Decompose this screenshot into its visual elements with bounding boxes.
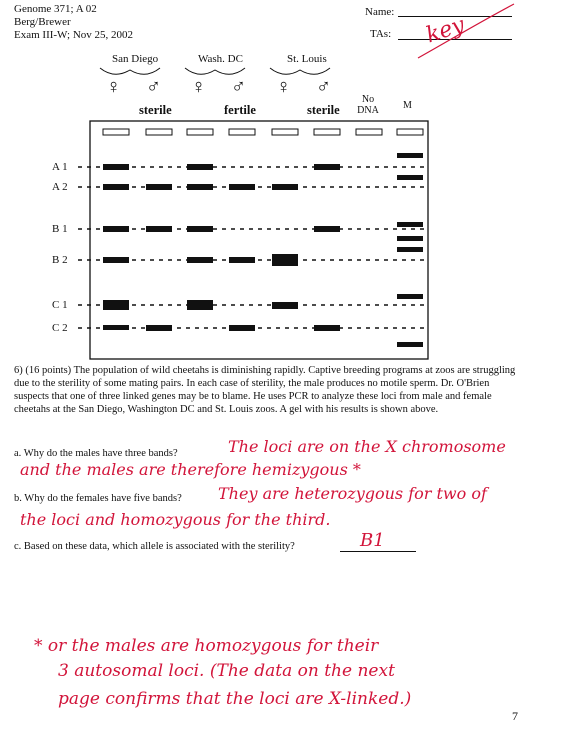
- answer-b-line2: the loci and homozygous for the third.: [20, 510, 331, 529]
- row-label-b1: B 1: [52, 223, 68, 235]
- row-label-c2: C 2: [52, 322, 68, 334]
- page-number: 7: [512, 709, 518, 723]
- gel-figure: [0, 0, 583, 360]
- question-points: (16 points): [25, 365, 72, 376]
- lane-label-sterile-sd: sterile: [139, 103, 172, 117]
- exam-title: Exam III-W; Nov 25, 2002: [14, 29, 134, 41]
- answer-a-line1: The loci are on the X chromosome: [228, 437, 506, 456]
- question-b-label: b. Why do the females have five bands?: [14, 493, 182, 504]
- question-c-label: c. Based on these data, which allele is associated with the sterility?: [14, 541, 295, 552]
- lane-label-marker: M: [403, 100, 412, 111]
- name-label: Name:: [365, 6, 395, 18]
- male-symbol-sl: ♂: [316, 76, 331, 98]
- female-symbol-sd: ♀: [106, 76, 121, 98]
- lane-label-sterile-sl: sterile: [307, 103, 340, 117]
- zoo-wash-dc: Wash. DC: [198, 53, 243, 65]
- question-text: The population of wild cheetahs is diminishing rapidly. Captive breeding programs at zoos are struggling due to the sterility of some mating pairs. In each case of sterility, the male produces no motile sperm. Dr. O'Brien suspects that one of three linked genes may be to blame. He uses PCR to analyze these loci from male and female cheetahs at the San Diego, Washington DC and St. Louis zoos. A gel with his results is shown above.: [14, 365, 516, 415]
- answer-c: B1: [360, 530, 385, 551]
- female-symbol-sl: ♀: [276, 76, 291, 98]
- row-label-a2: A 2: [52, 181, 68, 193]
- male-symbol-dc: ♂: [231, 76, 246, 98]
- course-code: Genome 371; A 02: [14, 3, 97, 15]
- key-mark: key: [423, 12, 468, 49]
- lane-label-fertile-dc: fertile: [224, 103, 256, 117]
- answer-a-line2: and the males are therefore hemizygous *: [20, 460, 361, 479]
- footnote-line2: 3 autosomal loci. (The data on the next: [58, 661, 395, 681]
- row-label-b2: B 2: [52, 254, 68, 266]
- answer-b-line1: They are heterozygous for two of: [218, 484, 487, 503]
- question-paragraph: [14, 364, 524, 416]
- question-number: 6): [14, 365, 23, 376]
- gel-bands: [103, 153, 423, 347]
- row-label-a1: A 1: [52, 161, 68, 173]
- male-symbol-sd: ♂: [146, 76, 161, 98]
- zoo-san-diego: San Diego: [112, 53, 159, 65]
- row-label-c1: C 1: [52, 299, 68, 311]
- gel-wells: [103, 129, 423, 135]
- footnote-line1: * or the males are homozygous for their: [34, 636, 379, 656]
- question-a-label: a. Why do the males have three bands?: [14, 448, 178, 459]
- footnote-line3: page confirms that the loci are X-linked.): [58, 689, 412, 709]
- lane-label-no-dna: No DNA: [357, 94, 379, 116]
- zoo-st-louis: St. Louis: [287, 53, 327, 65]
- female-symbol-dc: ♀: [191, 76, 206, 98]
- gel-frame: [90, 121, 428, 359]
- answer-c-line: [340, 551, 416, 552]
- tas-label: TAs:: [370, 28, 392, 40]
- instructors: Berg/Brewer: [14, 16, 71, 28]
- gel-guide-lines: [78, 167, 426, 328]
